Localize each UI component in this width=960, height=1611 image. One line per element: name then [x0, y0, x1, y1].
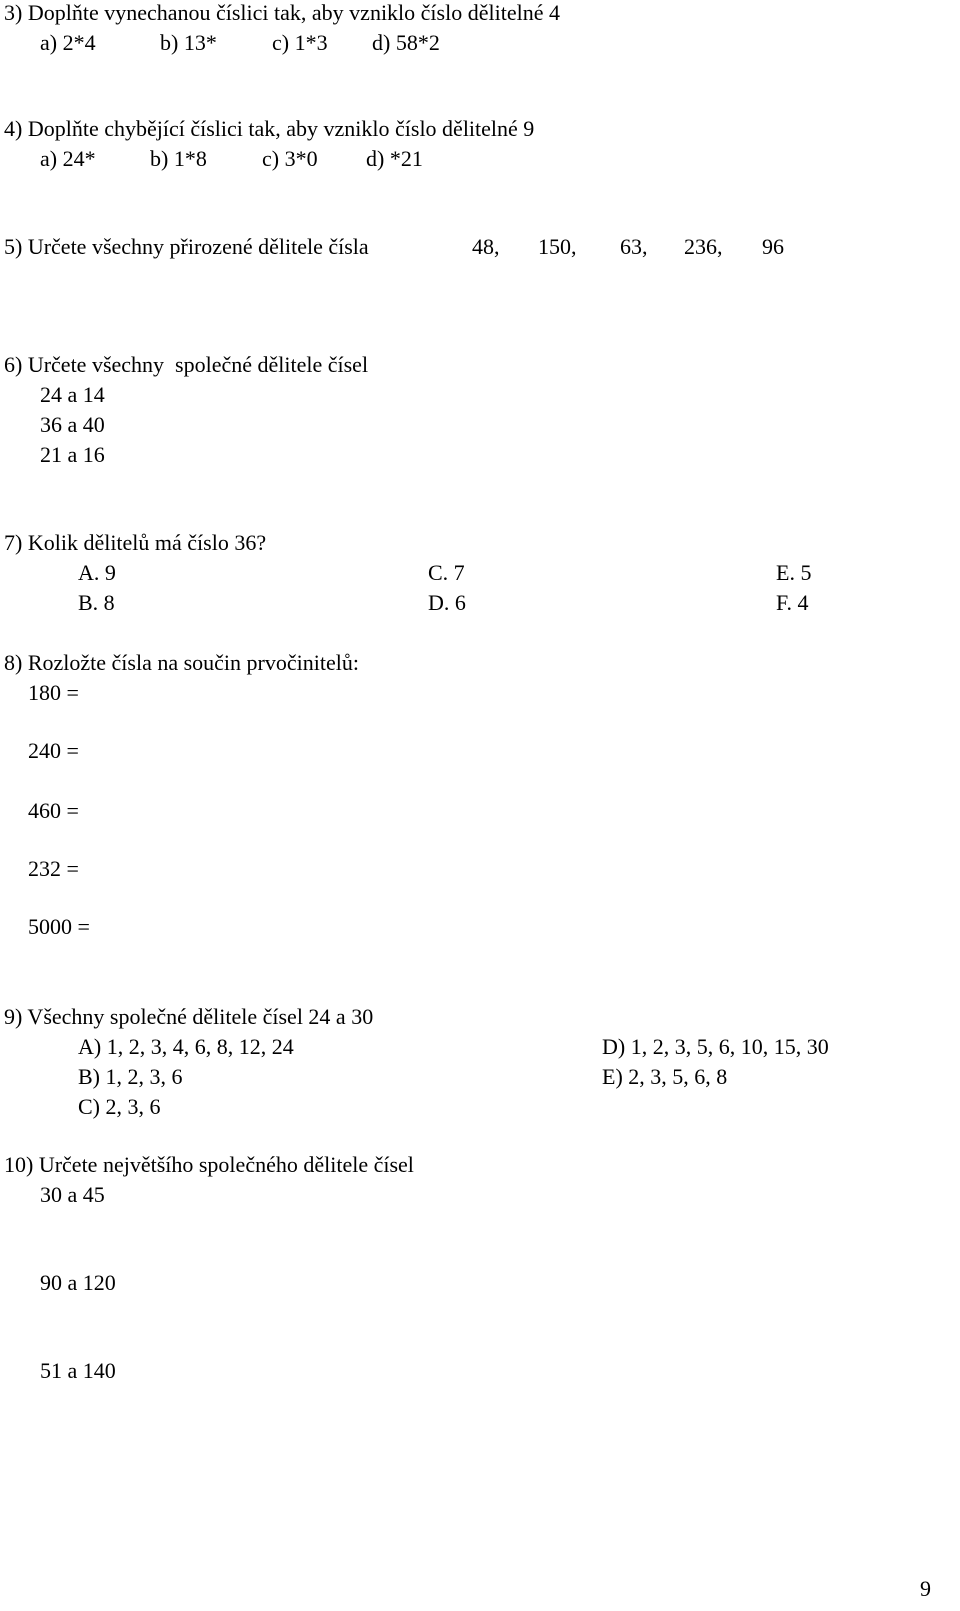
question-4-item-a: a) 24*: [40, 146, 96, 171]
question-4-item-b: b) 1*8: [150, 146, 207, 171]
question-7-option-b: B. 8: [78, 590, 115, 615]
question-5-title: 5) Určete všechny přirozené dělitele čísla: [4, 234, 369, 259]
question-10-title: 10) Určete největšího společného dělitele čísel: [4, 1152, 414, 1177]
question-8-item: 232 =: [28, 856, 79, 881]
question-8-title: 8) Rozložte čísla na součin prvočinitelů:: [4, 650, 359, 675]
question-9-option-d: D) 1, 2, 3, 5, 6, 10, 15, 30: [602, 1034, 829, 1059]
question-7-option-a: A. 9: [78, 560, 116, 585]
question-9-option-a: A) 1, 2, 3, 4, 6, 8, 12, 24: [78, 1034, 294, 1059]
question-3-item-b: b) 13*: [160, 30, 217, 55]
question-3-item-a: a) 2*4: [40, 30, 96, 55]
question-3-title: 3) Doplňte vynechanou číslici tak, aby vzniklo číslo dělitelné 4: [4, 0, 560, 25]
question-5-number: 63,: [620, 234, 648, 259]
question-5-number: 236,: [684, 234, 723, 259]
question-10-pair: 51 a 140: [40, 1358, 116, 1383]
question-10-pair: 30 a 45: [40, 1182, 105, 1207]
question-6-pair: 24 a 14: [40, 382, 105, 407]
question-9-title: 9) Všechny společné dělitele čísel 24 a 30: [4, 1004, 374, 1029]
question-9-option-e: E) 2, 3, 5, 6, 8: [602, 1064, 728, 1089]
question-6-pair: 21 a 16: [40, 442, 105, 467]
question-6-title: 6) Určete všechny společné dělitele čísel: [4, 352, 369, 377]
page-number: 9: [920, 1576, 931, 1601]
question-8-item: 180 =: [28, 680, 79, 705]
question-7-option-d: D. 6: [428, 590, 466, 615]
question-7-option-f: F. 4: [776, 590, 809, 615]
question-9-option-b: B) 1, 2, 3, 6: [78, 1064, 183, 1089]
question-5-number: 48,: [472, 234, 500, 259]
question-6-pair: 36 a 40: [40, 412, 105, 437]
question-3-item-d: d) 58*2: [372, 30, 440, 55]
question-3-item-c: c) 1*3: [272, 30, 328, 55]
question-7-option-e: E. 5: [776, 560, 812, 585]
question-4-title: 4) Doplňte chybějící číslici tak, aby vzniklo číslo dělitelné 9: [4, 116, 535, 141]
question-8-item: 460 =: [28, 798, 79, 823]
question-8-item: 5000 =: [28, 914, 90, 939]
question-7-title: 7) Kolik dělitelů má číslo 36?: [4, 530, 267, 555]
question-8-item: 240 =: [28, 738, 79, 763]
question-9-option-c: C) 2, 3, 6: [78, 1094, 161, 1119]
question-5-number: 150,: [538, 234, 577, 259]
question-5-number: 96: [762, 234, 784, 259]
question-7-option-c: C. 7: [428, 560, 465, 585]
question-4-item-d: d) *21: [366, 146, 423, 171]
question-4-item-c: c) 3*0: [262, 146, 318, 171]
question-10-pair: 90 a 120: [40, 1270, 116, 1295]
